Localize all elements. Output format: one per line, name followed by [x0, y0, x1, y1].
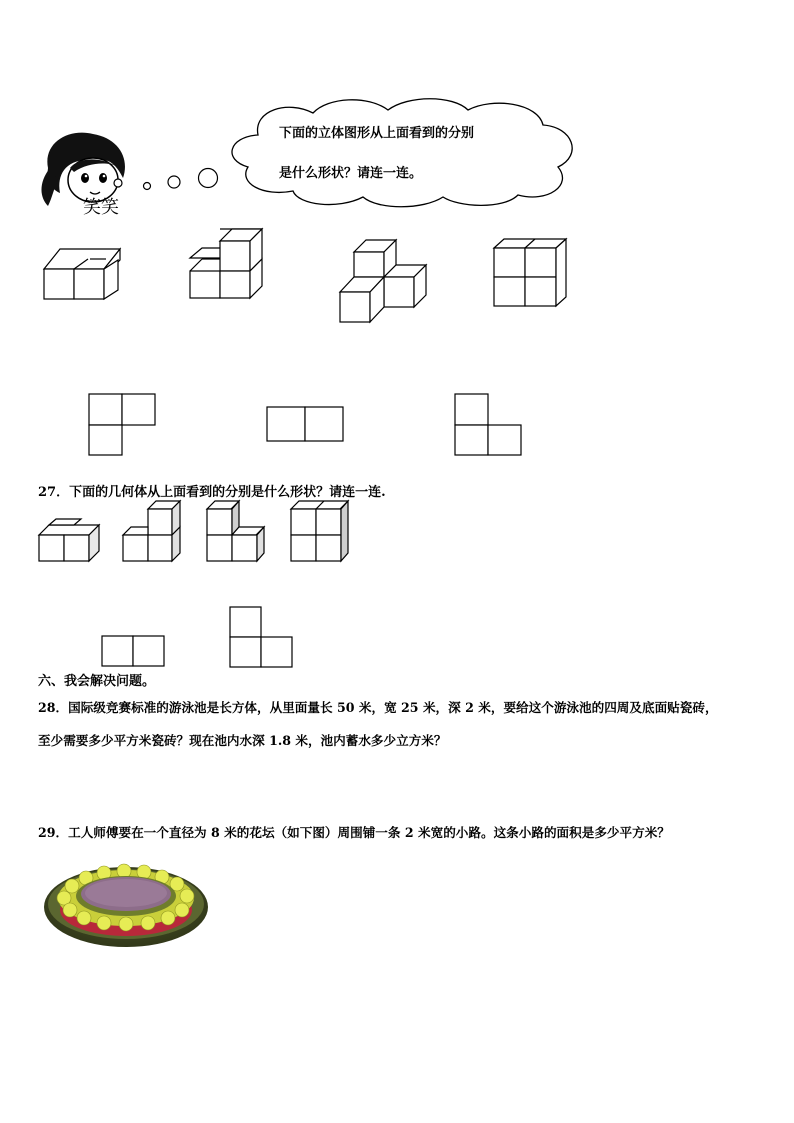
- q27-solid-4: [288, 497, 358, 567]
- top-view-shape-a: [86, 391, 158, 457]
- q27-top-view-a: [100, 634, 166, 668]
- solid-figure-4: [490, 236, 580, 316]
- solid-figure-1: [40, 240, 130, 310]
- top-view-shape-b: [264, 404, 346, 444]
- question-28-line1: 28．国际级竞赛标准的游泳池是长方体，从里面量长 50 米，宽 25 米，深 2 米，要给这个游泳池的四周及底面贴瓷砖，: [38, 700, 718, 715]
- solid-figure-3: [336, 232, 436, 327]
- thought-bubble-dots: [140, 165, 220, 205]
- question-28-line2: 至少需要多少平方米瓷砖？现在池内水深 1.8 米，池内蓄水多少立方米？: [38, 733, 447, 748]
- speech-bubble-line2: 是什么形状？请连一连。: [279, 166, 423, 181]
- q27-solid-1: [36, 515, 106, 565]
- q27-top-view-b: [228, 605, 294, 669]
- question-27-text: 27．下面的几何体从上面看到的分别是什么形状？请连一连.: [38, 485, 386, 500]
- speech-bubble-line1: 下面的立体图形从上面看到的分别: [279, 126, 475, 141]
- question-29-text: 29．工人师傅要在一个直径为 8 米的花坛（如下图）周围铺一条 2 米宽的小路。这条小路的面积是多少平方米？: [38, 825, 670, 840]
- flower-bed-image: [42, 852, 214, 952]
- speech-bubble-cloud: [218, 95, 588, 215]
- q27-solid-3: [204, 497, 274, 567]
- girl-name-label: 笑笑: [83, 197, 119, 217]
- top-view-shape-c: [452, 391, 524, 457]
- section-6-heading: 六、我会解决问题。: [38, 674, 156, 689]
- solid-figure-2: [186, 226, 276, 306]
- q27-solid-2: [120, 497, 190, 567]
